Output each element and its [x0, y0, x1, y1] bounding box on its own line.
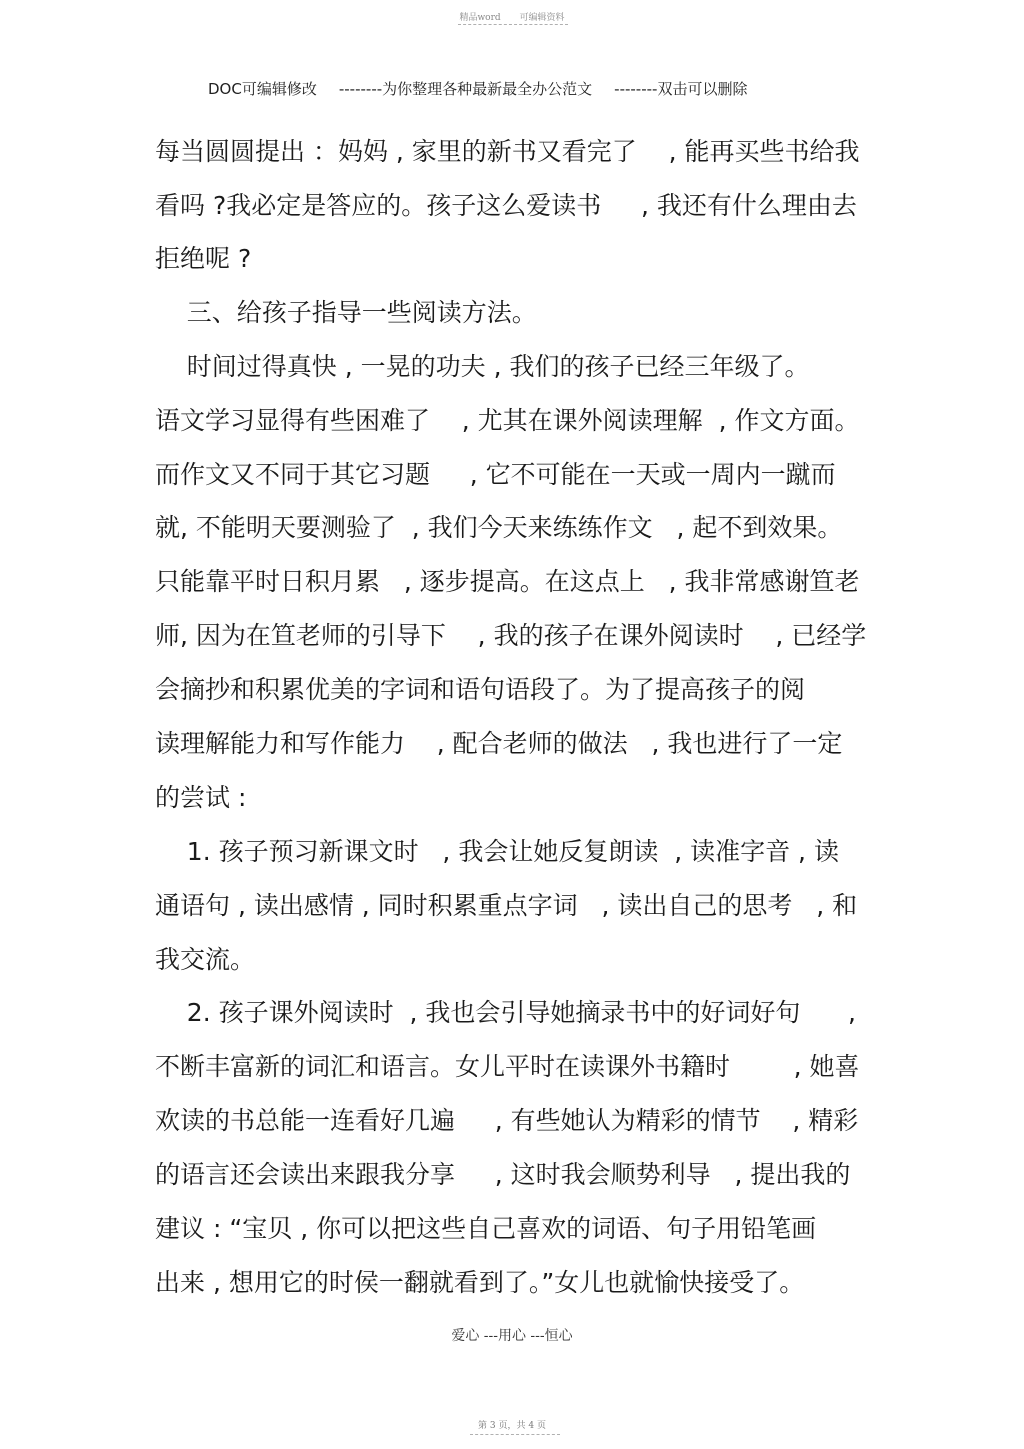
body-line: 只能靠平时日积月累 , 逐步提高。在这点上 , 我非常感谢笪老: [155, 567, 860, 596]
body-line: 不断丰富新的词汇和语言。女儿平时在读课外书籍时 , 她喜: [155, 1052, 860, 1081]
body-line: 的语言还会读出来跟我分享 , 这时我会顺势利导 , 提出我的: [155, 1160, 851, 1189]
body-line: 建议 : “宝贝 , 你可以把这些自己喜欢的词语、句子用铅笔画: [155, 1214, 817, 1243]
body-line: 1. 孩子预习新课文时 , 我会让她反复朗读 , 读准字音 , 读: [155, 837, 839, 866]
body-line: 三、给孩子指导一些阅读方法。: [155, 298, 537, 327]
body-line: 我交流。: [155, 945, 256, 974]
header-part-3: --------双击可以删除: [614, 80, 748, 98]
body-line: 拒绝呢 ?: [155, 244, 252, 273]
document-header: [208, 78, 828, 99]
body-line: 出来 , 想用它的时侯一翻就看到了。”女儿也就愉快接受了。: [155, 1268, 805, 1297]
body-line: 而作文又不同于其它习题 , 它不可能在一天或一周内一蹴而: [155, 460, 836, 489]
header-part-1: DOC可编辑修改: [208, 80, 317, 98]
body-line: 的尝试 :: [155, 783, 247, 812]
body-line: 看吗 ?我必定是答应的。孩子这么爱读书 , 我还有什么理由去: [155, 191, 857, 220]
body-line: 时间过得真快 , 一晃的功夫 , 我们的孩子已经三年级了。: [155, 352, 810, 381]
page-number: 第 3 页，共 4 页: [478, 1421, 546, 1431]
body-line: 每当圆圆提出 ：妈妈 , 家里的新书又看完了 , 能再买些书给我: [155, 137, 860, 166]
body-line: 欢读的书总能一连看好几遍 , 有些她认为精彩的情节 , 精彩: [155, 1106, 859, 1135]
footer-slogan: 爱心 ---用心 ---恒心: [451, 1328, 573, 1344]
body-line: 读理解能力和写作能力 , 配合老师的做法 , 我也进行了一定: [155, 729, 843, 758]
body-line: 2. 孩子课外阅读时 , 我也会引导她摘录书中的好词好句 ,: [155, 998, 857, 1027]
body-line: 师, 因为在笪老师的引导下 , 我的孩子在课外阅读时 , 已经学: [155, 621, 867, 650]
body-line: 通语句 , 读出感情 , 同时积累重点字词 , 读出自己的思考 , 和: [155, 891, 858, 920]
bottom-dashed-divider: [470, 1434, 560, 1435]
top-watermark: [0, 10, 1024, 23]
body-line: 就, 不能明天要测验了 , 我们今天来练练作文 , 起不到效果。: [155, 513, 843, 542]
header-part-2: --------为你整理各种最新最全办公范文: [338, 80, 593, 98]
body-line: 会摘抄和积累优美的字词和语句语段了。为了提高孩子的阅: [155, 675, 806, 704]
watermark-right: 可编辑资料: [519, 13, 565, 23]
body-line: 语文学习显得有些困难了 , 尤其在课外阅读理解 , 作文方面。: [155, 406, 860, 435]
top-dashed-divider: [458, 24, 568, 25]
watermark-left: 精品word: [459, 13, 501, 23]
